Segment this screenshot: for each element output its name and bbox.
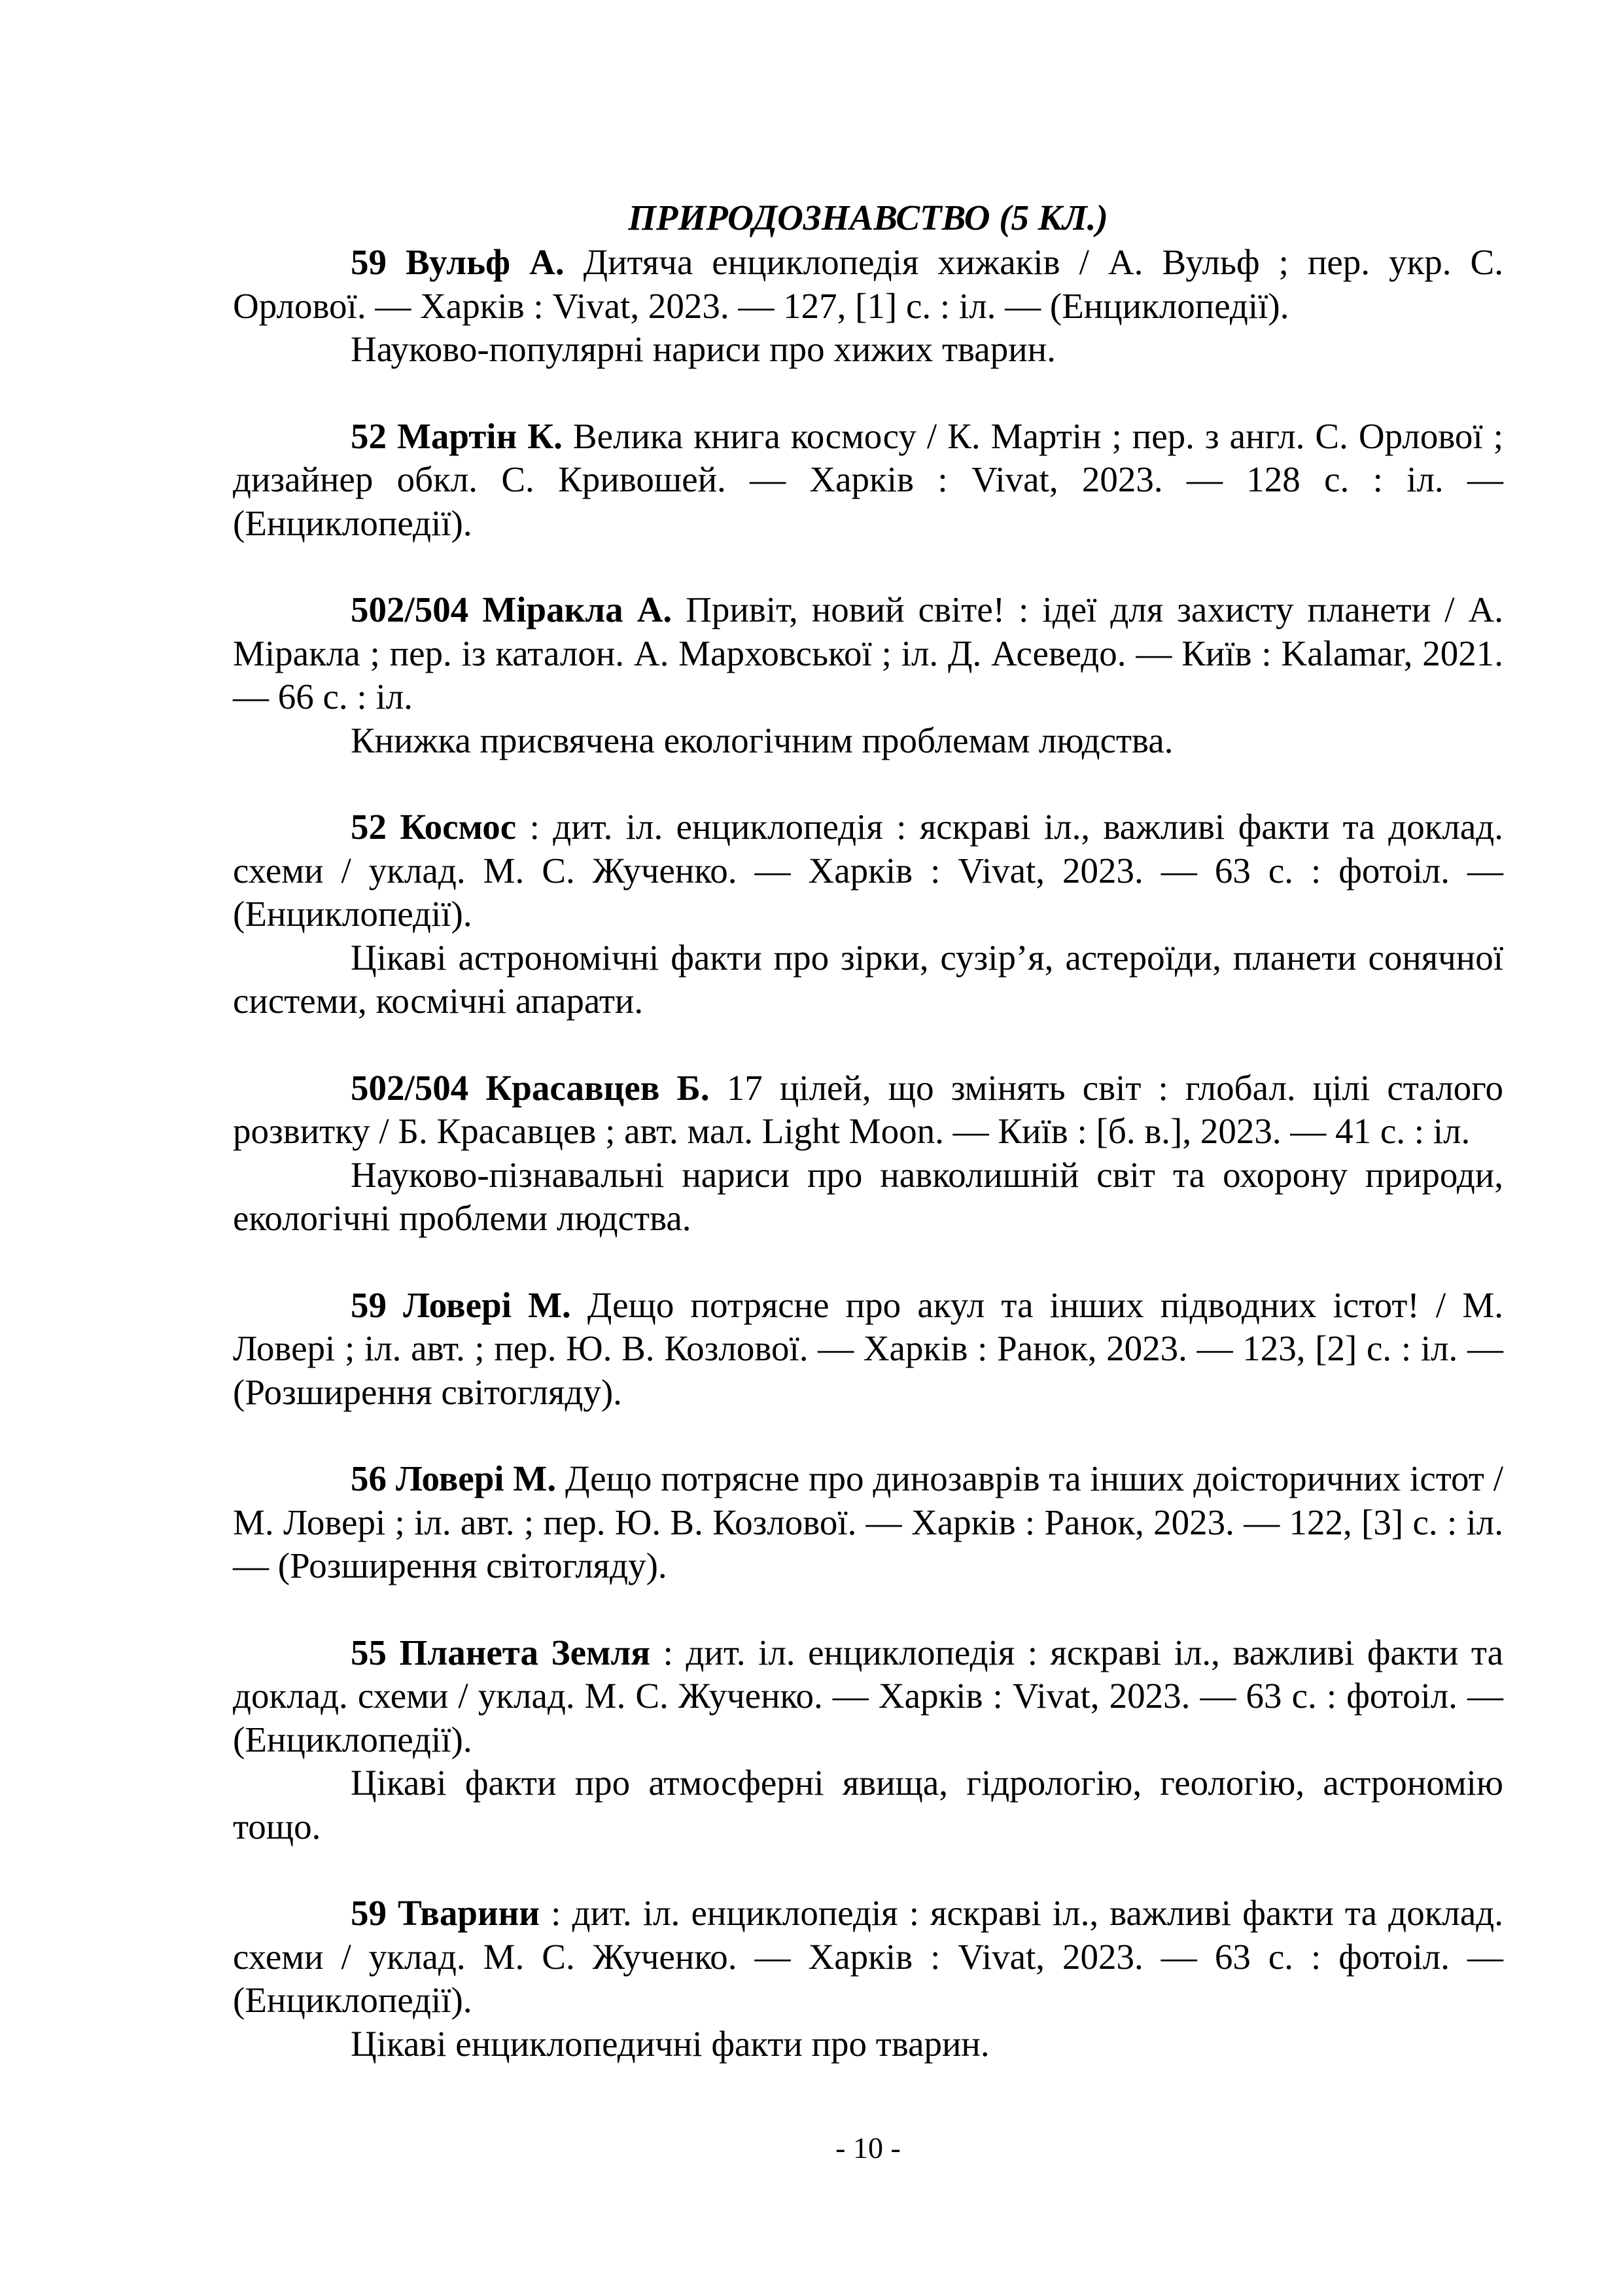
bibliography-list bbox=[233, 241, 1503, 2109]
entry-description bbox=[233, 1067, 1503, 1154]
page-number: - 10 - bbox=[835, 2131, 901, 2164]
entry-description bbox=[233, 588, 1503, 719]
bibliography-entry bbox=[233, 241, 1503, 372]
entry-heading: 56 Ловері М. bbox=[351, 1458, 557, 1498]
entry-description bbox=[233, 1457, 1503, 1588]
entry-heading: 55 Планета Земля bbox=[351, 1632, 651, 1672]
bibliography-entry bbox=[233, 1892, 1503, 2066]
entry-text: : дит. іл. енциклопедія : яскраві іл., важливі факти та доклад. схеми / уклад. М. С. Жученко. — Харків : Vivat, 2023. — 63 с. : фотоіл. — (Енциклопедії). bbox=[233, 1632, 1504, 1759]
entry-text: Привіт, новий світе! : ідеї для захисту планети / А. Міракла ; пер. із каталон. А. Марховської ; іл. Д. Асеведо. — Київ : Kalamar, 2021. — 66 с. : іл. bbox=[233, 590, 1503, 716]
entry-heading: 59 Ловері М. bbox=[351, 1284, 571, 1325]
entry-heading: 52 Мартін К. bbox=[351, 415, 563, 456]
entry-heading: 59 Тварини bbox=[351, 1893, 540, 1933]
entry-annotation: Науково-пізнавальні нариси про навколишній світ та охорону природи, екологічні проблеми людства. bbox=[233, 1154, 1503, 1238]
entry-annotation: Цікаві факти про атмосферні явища, гідрологію, геологію, астрономію тощо. bbox=[233, 1763, 1503, 1846]
entry-text: Велика книга космосу / К. Мартін ; пер. з англ. С. Орлової ; дизайнер обкл. С. Кривошей. — Харків : Vivat, 2023. — 128 с. : іл. — (Енциклопедії). bbox=[233, 415, 1503, 543]
entry-annotation: Цікаві енциклопедичні факти про тварин. bbox=[351, 2023, 990, 2064]
bibliography-entry bbox=[233, 1631, 1503, 1849]
entry-description bbox=[233, 415, 1503, 546]
entry-heading: 502/504 Красавцев Б. bbox=[351, 1067, 710, 1108]
entry-annotation: Цікаві астрономічні факти про зірки, сузір’я, астероїди, планети сонячної системи, космічні апарати. bbox=[233, 937, 1503, 1021]
section-title: ПРИРОДОЗНАВСТВО (5 КЛ.) bbox=[628, 198, 1108, 238]
bibliography-entry bbox=[233, 588, 1503, 762]
entry-description bbox=[233, 805, 1503, 936]
entry-annotation: Науково-популярні нариси про хижих тварин. bbox=[351, 329, 1056, 369]
entry-text: Дитяча енциклопедія хижаків / А. Вульф ; пер. укр. С. Орлової. — Харків : Vivat, 2023. — 127, [1] с. : іл. — (Енциклопедії). bbox=[233, 242, 1503, 326]
entry-text: Дещо потрясне про акул та інших підводних істот! / М. Ловері ; іл. авт. ; пер. Ю. В. Козлової. — Харків : Ранок, 2023. — 123, [2] с. : іл. — (Розширення світогляду). bbox=[233, 1284, 1503, 1412]
bibliography-entry bbox=[233, 1457, 1503, 1588]
entry-heading: 59 Вульф А. bbox=[351, 242, 565, 282]
entry-text: : дит. іл. енциклопедія : яскраві іл., важливі факти та доклад. схеми / уклад. М. С. Жученко. — Харків : Vivat, 2023. — 63 с. : фотоіл. — (Енциклопедії). bbox=[233, 1893, 1504, 2020]
entry-text: 17 цілей, що змінять світ : глобал. цілі сталого розвитку / Б. Красавцев ; авт. мал. Light Moon. — Київ : [б. в.], 2023. — 41 с. : іл. bbox=[233, 1067, 1503, 1151]
entry-annotation: Книжка присвячена екологічним проблемам людства. bbox=[351, 720, 1174, 760]
bibliography-entry bbox=[233, 1067, 1503, 1241]
entry-description bbox=[233, 241, 1503, 328]
bibliography-entry bbox=[233, 415, 1503, 546]
bibliography-entry bbox=[233, 805, 1503, 1023]
entry-text: : дит. іл. енциклопедія : яскраві іл., важливі факти та доклад. схеми / уклад. М. С. Жученко. — Харків : Vivat, 2023. — 63 с. : фотоіл. — (Енциклопедії). bbox=[233, 807, 1504, 934]
entry-heading: 52 Космос bbox=[351, 807, 517, 847]
entry-description bbox=[233, 1631, 1503, 1762]
bibliography-entry bbox=[233, 1284, 1503, 1415]
entry-description bbox=[233, 1892, 1503, 2022]
entry-description bbox=[233, 1284, 1503, 1415]
entry-heading: 502/504 Міракла А. bbox=[351, 590, 672, 629]
entry-text: Дещо потрясне про динозаврів та інших доісторичних істот / М. Ловері ; іл. авт. ; пер. Ю. В. Козлової. — Харків : Ранок, 2023. — 122, [3] с. : іл. — (Розширення світогляду). bbox=[233, 1458, 1503, 1585]
